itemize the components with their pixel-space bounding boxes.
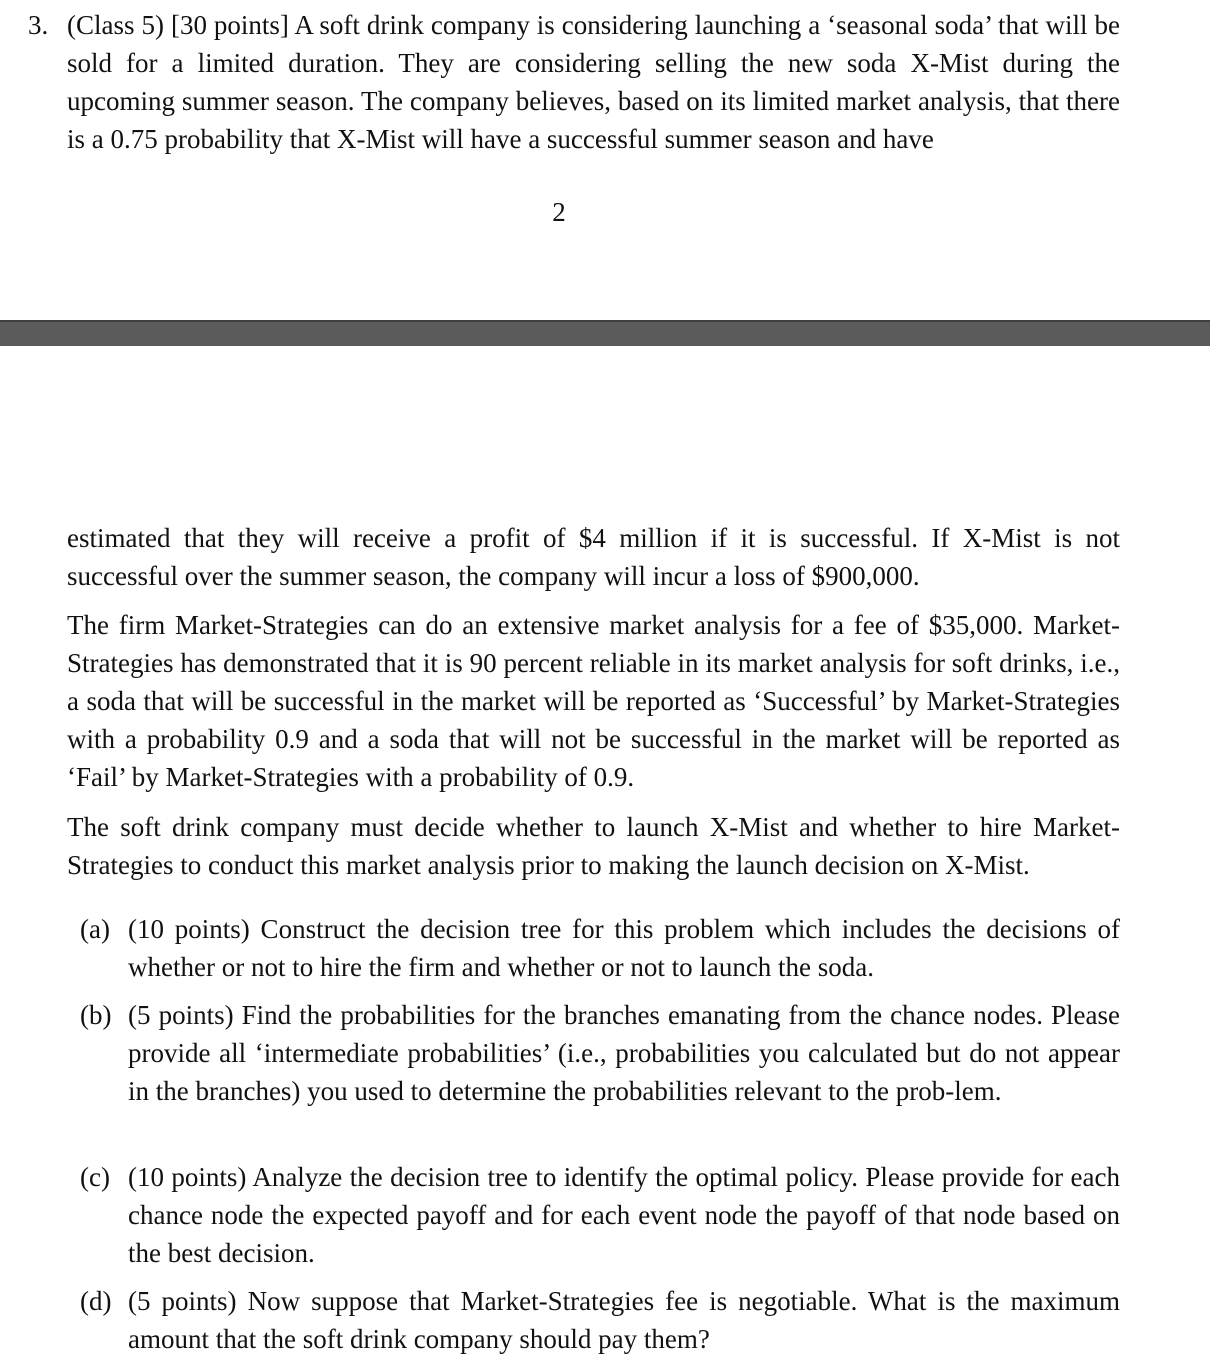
question-intro-continued: estimated that they will receive a profit of $4 million if it is successful. If X-Mist is not successful over the summer season, the company will incur a loss of $900,000. [67, 523, 1120, 591]
page-break-divider [0, 320, 1210, 346]
question-number: 3. [28, 10, 49, 40]
subquestion-d-text: (5 points) Now suppose that Market-Strategies fee is negotiable. What is the maximum amount that the soft drink company should pay them? [128, 1286, 1120, 1354]
firm-paragraph: The firm Market-Strategies can do an extensive market analysis for a fee of $35,000. Market-Strategies has demonstrated that it is 90 percent reliable in its market analysis for soft drinks, i.e., a soda that will be successful in the market will be reported as ‘Successful’ by Market-Strategies with a probability 0.9 and a soda that will not be successful in the market will be reported as ‘Fail’ by Market-Strategies with a probability of 0.9. [67, 610, 1120, 792]
subquestion-c-text: (10 points) Analyze the decision tree to identify the optimal policy. Please provide for each chance node the expected payoff and for each event node the payoff of that node based on the best decision. [128, 1162, 1120, 1268]
subquestion-d-label: (d) [80, 1286, 112, 1316]
subquestion-b-label: (b) [80, 1000, 112, 1030]
subquestion-a-label: (a) [80, 914, 110, 944]
subquestion-b-text: (5 points) Find the probabilities for the branches emanating from the chance nodes. Please provide all ‘intermediate probabilities’ (i.e., probabilities you calculated but do not appear in the branches) you used to determine the probabilities relevant to the prob-lem. [128, 1000, 1120, 1106]
decision-paragraph: The soft drink company must decide whether to launch X-Mist and whether to hire Market-Strategies to conduct this market analysis prior to making the launch decision on X-Mist. [67, 812, 1120, 880]
subquestion-c-label: (c) [80, 1162, 110, 1192]
subquestion-a-text: (10 points) Construct the decision tree for this problem which includes the decisions of whether or not to hire the firm and whether or not to launch the soda. [128, 914, 1120, 982]
page-number: 2 [552, 197, 566, 227]
question-intro-page1: (Class 5) [30 points] A soft drink company is considering launching a ‘seasonal soda’ that will be sold for a limited duration. They are considering selling the new soda X-Mist during the upcoming summer season. The company believes, based on its limited market analysis, that there is a 0.75 probability that X-Mist will have a successful summer season and have [67, 10, 1120, 154]
